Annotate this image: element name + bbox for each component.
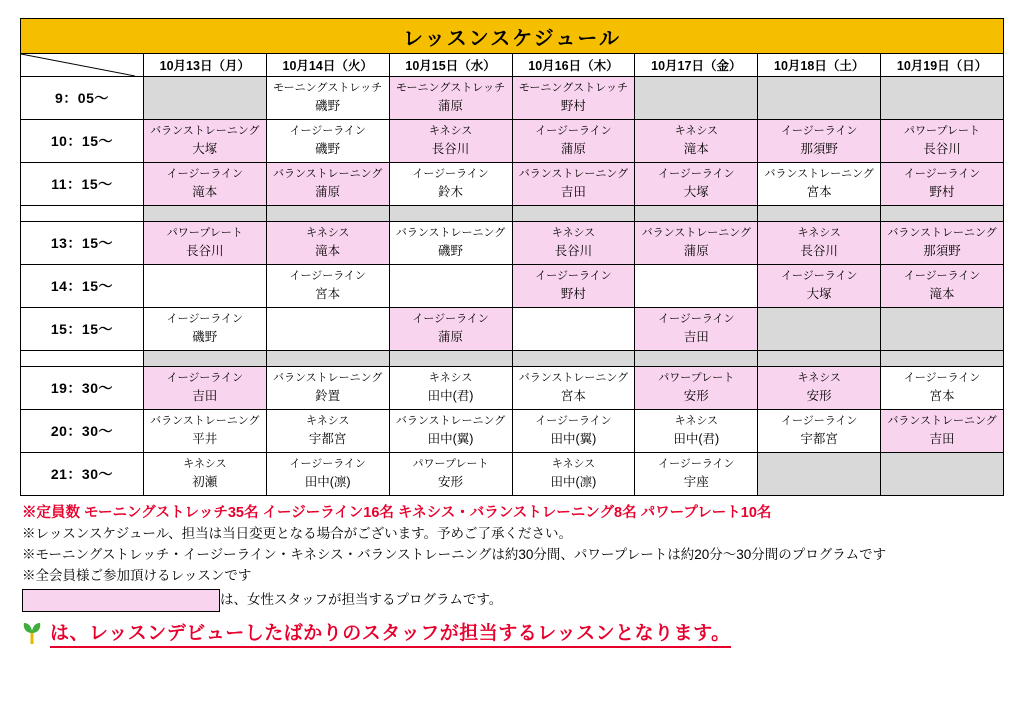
- lesson-staff: 大塚: [683, 184, 709, 199]
- lesson-staff: 宮本: [315, 286, 341, 301]
- lesson-program: バランストレーニング: [395, 226, 506, 239]
- lesson-staff: 宇都宮: [308, 431, 347, 446]
- lesson-cell-3-5: [758, 222, 881, 265]
- lesson-program: キネシス: [428, 124, 473, 137]
- day-header-4: 10月17日（金）: [635, 54, 758, 77]
- lesson-cell-8-5: [758, 453, 881, 496]
- lesson-program: キネシス: [551, 226, 596, 239]
- lesson-program: キネシス: [183, 457, 227, 470]
- lesson-program: イージーライン: [780, 124, 858, 137]
- lesson-cell-7-5: [758, 410, 881, 453]
- lesson-staff: 宇都宮: [800, 431, 838, 446]
- lesson-cell-2-4: [635, 163, 758, 206]
- table-row: [21, 453, 1004, 496]
- lesson-cell-6-6: [881, 367, 1004, 410]
- lesson-staff: 長谷川: [186, 243, 224, 258]
- time-label-6: 19：30〜: [21, 367, 144, 410]
- lesson-staff: 鈴置: [315, 388, 341, 403]
- note-debut-staff: [22, 618, 1004, 648]
- lesson-program: イージーライン: [658, 312, 735, 325]
- lesson-cell-8-0: [143, 453, 266, 496]
- lesson-cell-1-2: [389, 120, 512, 163]
- lesson-staff: 大塚: [192, 141, 218, 156]
- lesson-staff: 長谷川: [554, 243, 593, 258]
- lesson-program: イージーライン: [166, 371, 244, 384]
- lesson-staff: 安形: [438, 474, 464, 489]
- lesson-staff: 滝本: [683, 141, 709, 156]
- lesson-staff: 滝本: [192, 184, 218, 199]
- lesson-cell-6-1: [266, 367, 389, 410]
- lesson-program: キネシス: [674, 414, 719, 427]
- day-header-1: 10月14日（火）: [266, 54, 389, 77]
- lesson-program: バランストレーニング: [764, 167, 874, 180]
- notes-section: [20, 502, 1004, 648]
- lesson-cell-5-5: [758, 308, 881, 351]
- lesson-program: バランストレーニング: [518, 167, 629, 180]
- time-label-5: 15：15〜: [21, 308, 144, 351]
- lesson-program: イージーライン: [535, 414, 612, 427]
- lesson-program: パワープレート: [412, 457, 489, 470]
- lesson-cell-1-5: [758, 120, 881, 163]
- lesson-staff: 長谷川: [431, 141, 470, 156]
- lesson-staff: 田中(翼): [427, 431, 474, 446]
- time-label-1: 10：15〜: [21, 120, 144, 163]
- lesson-cell-4-2: [389, 265, 512, 308]
- note-debut-text: は、レッスンデビューしたばかりのスタッフが担当するレッスンとなります。: [50, 618, 731, 648]
- lesson-cell-1-0: [143, 120, 266, 163]
- lesson-staff: 宮本: [806, 184, 832, 199]
- lesson-staff: 滝本: [315, 243, 341, 258]
- lesson-cell-3-1: [266, 222, 389, 265]
- lesson-cell-4-1: [266, 265, 389, 308]
- break-cell: [143, 351, 266, 367]
- lesson-staff: 野村: [560, 286, 586, 301]
- schedule-title-row: [21, 19, 1004, 54]
- break-cell: [266, 206, 389, 222]
- lesson-cell-0-6: [881, 77, 1004, 120]
- day-header-2: 10月15日（水）: [389, 54, 512, 77]
- lesson-program: バランストレーニング: [150, 414, 260, 427]
- lesson-cell-2-0: [143, 163, 266, 206]
- lesson-staff: 野村: [560, 98, 586, 113]
- lesson-program: イージーライン: [166, 167, 244, 180]
- lesson-program: パワープレート: [658, 371, 735, 384]
- table-row: [21, 120, 1004, 163]
- lesson-cell-7-6: [881, 410, 1004, 453]
- break-cell: [266, 351, 389, 367]
- sprout-icon: [22, 621, 42, 645]
- table-row: [21, 77, 1004, 120]
- lesson-cell-4-5: [758, 265, 881, 308]
- lesson-staff: 長谷川: [923, 141, 961, 156]
- lesson-cell-2-1: [266, 163, 389, 206]
- lesson-program: イージーライン: [289, 124, 366, 137]
- lesson-program: イージーライン: [780, 269, 858, 282]
- table-row: [21, 163, 1004, 206]
- time-label-3: 13：15〜: [21, 222, 144, 265]
- lesson-cell-3-6: [881, 222, 1004, 265]
- lesson-cell-1-1: [266, 120, 389, 163]
- lesson-cell-8-2: [389, 453, 512, 496]
- day-header-5: 10月18日（土）: [758, 54, 881, 77]
- lesson-cell-0-2: [389, 77, 512, 120]
- break-cell: [635, 206, 758, 222]
- break-cell: [512, 351, 635, 367]
- lesson-program: キネシス: [674, 124, 719, 137]
- lesson-program: イージーライン: [535, 124, 612, 137]
- lesson-staff: 長谷川: [800, 243, 838, 258]
- table-row: [21, 265, 1004, 308]
- lesson-cell-0-4: [635, 77, 758, 120]
- lesson-staff: 大塚: [806, 286, 832, 301]
- lesson-program: イージーライン: [166, 312, 244, 325]
- lesson-cell-5-6: [881, 308, 1004, 351]
- lesson-cell-4-6: [881, 265, 1004, 308]
- lesson-program: バランストレーニング: [887, 226, 997, 239]
- break-cell: [881, 351, 1004, 367]
- lesson-cell-0-1: [266, 77, 389, 120]
- lesson-cell-5-2: [389, 308, 512, 351]
- lesson-program: モーニングストレッチ: [518, 81, 628, 94]
- lesson-staff: 那須野: [923, 243, 961, 258]
- lesson-staff: 蒲原: [315, 184, 341, 199]
- lesson-cell-6-5: [758, 367, 881, 410]
- time-label-7: 20：30〜: [21, 410, 144, 453]
- lesson-staff: 蒲原: [560, 141, 586, 156]
- lesson-cell-7-0: [143, 410, 266, 453]
- note-members: ※全会員様ご参加頂けるレッスンです: [22, 568, 252, 584]
- lesson-cell-7-1: [266, 410, 389, 453]
- lesson-staff: 初瀬: [192, 474, 218, 489]
- lesson-staff: 吉田: [683, 329, 709, 344]
- lesson-cell-3-4: [635, 222, 758, 265]
- lesson-cell-5-4: [635, 308, 758, 351]
- page-title: レッスンスケジュール: [21, 19, 1004, 54]
- lesson-staff: 宇座: [683, 474, 709, 489]
- lesson-program: バランストレーニング: [641, 226, 752, 239]
- lesson-cell-4-0: [143, 265, 266, 308]
- lesson-staff: 田中(君): [673, 431, 720, 446]
- lesson-program: イージーライン: [289, 457, 366, 470]
- lesson-cell-7-2: [389, 410, 512, 453]
- lesson-cell-4-4: [635, 265, 758, 308]
- lesson-staff: 田中(君): [427, 388, 474, 403]
- table-row: [21, 367, 1004, 410]
- note-female-staff: [22, 589, 1004, 612]
- lesson-cell-5-0: [143, 308, 266, 351]
- break-cell: [389, 351, 512, 367]
- break-row-midday: [21, 206, 1004, 222]
- lesson-staff: 磯野: [438, 243, 464, 258]
- lesson-cell-5-3: [512, 308, 635, 351]
- lesson-cell-2-5: [758, 163, 881, 206]
- lesson-program: イージーライン: [535, 269, 612, 282]
- lesson-program: キネシス: [797, 226, 841, 239]
- lesson-staff: 蒲原: [438, 98, 464, 113]
- lesson-program: キネシス: [797, 371, 841, 384]
- lesson-cell-1-3: [512, 120, 635, 163]
- lesson-staff: 吉田: [192, 388, 218, 403]
- lesson-cell-3-2: [389, 222, 512, 265]
- lesson-staff: 磯野: [315, 98, 341, 113]
- day-header-row: [21, 54, 1004, 77]
- lesson-cell-0-3: [512, 77, 635, 120]
- lesson-program: イージーライン: [903, 371, 981, 384]
- lesson-program: バランストレーニング: [150, 124, 260, 137]
- break-time-blank: [21, 206, 144, 222]
- lesson-program: イージーライン: [658, 457, 735, 470]
- lesson-cell-8-1: [266, 453, 389, 496]
- lesson-staff: 滝本: [929, 286, 955, 301]
- lesson-staff: 安形: [683, 388, 709, 403]
- lesson-cell-6-3: [512, 367, 635, 410]
- break-cell: [389, 206, 512, 222]
- lesson-cell-6-0: [143, 367, 266, 410]
- break-cell: [143, 206, 266, 222]
- lesson-staff: 磯野: [192, 329, 218, 344]
- time-label-4: 14：15〜: [21, 265, 144, 308]
- lesson-staff: 磯野: [315, 141, 341, 156]
- lesson-program: パワープレート: [904, 124, 981, 137]
- lesson-cell-2-2: [389, 163, 512, 206]
- day-header-3: 10月16日（木）: [512, 54, 635, 77]
- lesson-staff: 野村: [929, 184, 955, 199]
- lesson-program: キネシス: [305, 414, 350, 427]
- lesson-staff: 那須野: [800, 141, 838, 156]
- lesson-cell-8-3: [512, 453, 635, 496]
- lesson-program: イージーライン: [412, 312, 489, 325]
- lesson-cell-3-3: [512, 222, 635, 265]
- lesson-staff: 平井: [192, 431, 218, 446]
- break-cell: [758, 206, 881, 222]
- lesson-staff: 安形: [806, 388, 832, 403]
- break-time-blank: [21, 351, 144, 367]
- lesson-cell-4-3: [512, 265, 635, 308]
- diagonal-line-icon: [21, 54, 135, 76]
- lesson-program: バランストレーニング: [272, 371, 383, 384]
- lesson-program: モーニングストレッチ: [396, 81, 506, 94]
- break-row-evening: [21, 351, 1004, 367]
- lesson-cell-8-4: [635, 453, 758, 496]
- lesson-program: イージーライン: [780, 414, 858, 427]
- lesson-staff: 田中(凛): [304, 474, 351, 489]
- lesson-program: バランストレーニング: [272, 167, 383, 180]
- break-cell: [512, 206, 635, 222]
- lesson-program: パワープレート: [166, 226, 243, 239]
- lesson-program: キネシス: [428, 371, 473, 384]
- time-label-2: 11：15〜: [21, 163, 144, 206]
- lesson-schedule-table: [20, 18, 1004, 496]
- day-header-6: 10月19日（日）: [881, 54, 1004, 77]
- lesson-staff: 吉田: [929, 431, 955, 446]
- lesson-staff: 田中(凛): [550, 474, 597, 489]
- lesson-staff: 吉田: [560, 184, 586, 199]
- lesson-program: バランストレーニング: [887, 414, 997, 427]
- lesson-cell-8-6: [881, 453, 1004, 496]
- lesson-staff: 蒲原: [683, 243, 709, 258]
- lesson-cell-0-5: [758, 77, 881, 120]
- lesson-staff: 宮本: [560, 388, 586, 403]
- note-change: ※レッスンスケジュール、担当は当日変更となる場合がございます。予めご了承ください。: [22, 526, 572, 542]
- lesson-cell-6-4: [635, 367, 758, 410]
- lesson-staff: 蒲原: [438, 329, 464, 344]
- table-row: [21, 222, 1004, 265]
- lesson-staff: 田中(翼): [550, 431, 597, 446]
- lesson-program: イージーライン: [903, 167, 981, 180]
- lesson-cell-7-4: [635, 410, 758, 453]
- lesson-staff: 鈴木: [438, 184, 464, 199]
- note-female-text: は、女性スタッフが担当するプログラムです。: [220, 592, 503, 608]
- lesson-cell-6-2: [389, 367, 512, 410]
- lesson-cell-5-1: [266, 308, 389, 351]
- lesson-program: キネシス: [305, 226, 350, 239]
- lesson-program: モーニングストレッチ: [273, 81, 383, 94]
- corner-diagonal-cell: [21, 54, 144, 77]
- time-label-0: 9：05〜: [21, 77, 144, 120]
- lesson-cell-7-3: [512, 410, 635, 453]
- table-row: [21, 410, 1004, 453]
- lesson-program: イージーライン: [412, 167, 489, 180]
- lesson-program: キネシス: [551, 457, 596, 470]
- note-duration: ※モーニングストレッチ・イージーライン・キネシス・バランストレーニングは約30分間、パワープレートは約20分〜30分間のプログラムです: [22, 547, 887, 563]
- lesson-staff: 宮本: [929, 388, 955, 403]
- pink-color-swatch: [22, 589, 220, 612]
- lesson-program: バランストレーニング: [518, 371, 629, 384]
- lesson-program: バランストレーニング: [395, 414, 506, 427]
- lesson-cell-0-0: [143, 77, 266, 120]
- lesson-cell-1-4: [635, 120, 758, 163]
- note-capacity: ※定員数 モーニングストレッチ35名 イージーライン16名 キネシス・バランストレーニング8名 パワープレート10名: [22, 505, 772, 521]
- break-cell: [758, 351, 881, 367]
- lesson-program: イージーライン: [903, 269, 981, 282]
- schedule-body: [21, 19, 1004, 496]
- time-label-8: 21：30〜: [21, 453, 144, 496]
- table-row: [21, 308, 1004, 351]
- lesson-cell-2-6: [881, 163, 1004, 206]
- break-cell: [635, 351, 758, 367]
- lesson-program: イージーライン: [658, 167, 735, 180]
- lesson-program: イージーライン: [289, 269, 366, 282]
- day-header-0: 10月13日（月）: [143, 54, 266, 77]
- break-cell: [881, 206, 1004, 222]
- lesson-cell-1-6: [881, 120, 1004, 163]
- lesson-cell-2-3: [512, 163, 635, 206]
- lesson-cell-3-0: [143, 222, 266, 265]
